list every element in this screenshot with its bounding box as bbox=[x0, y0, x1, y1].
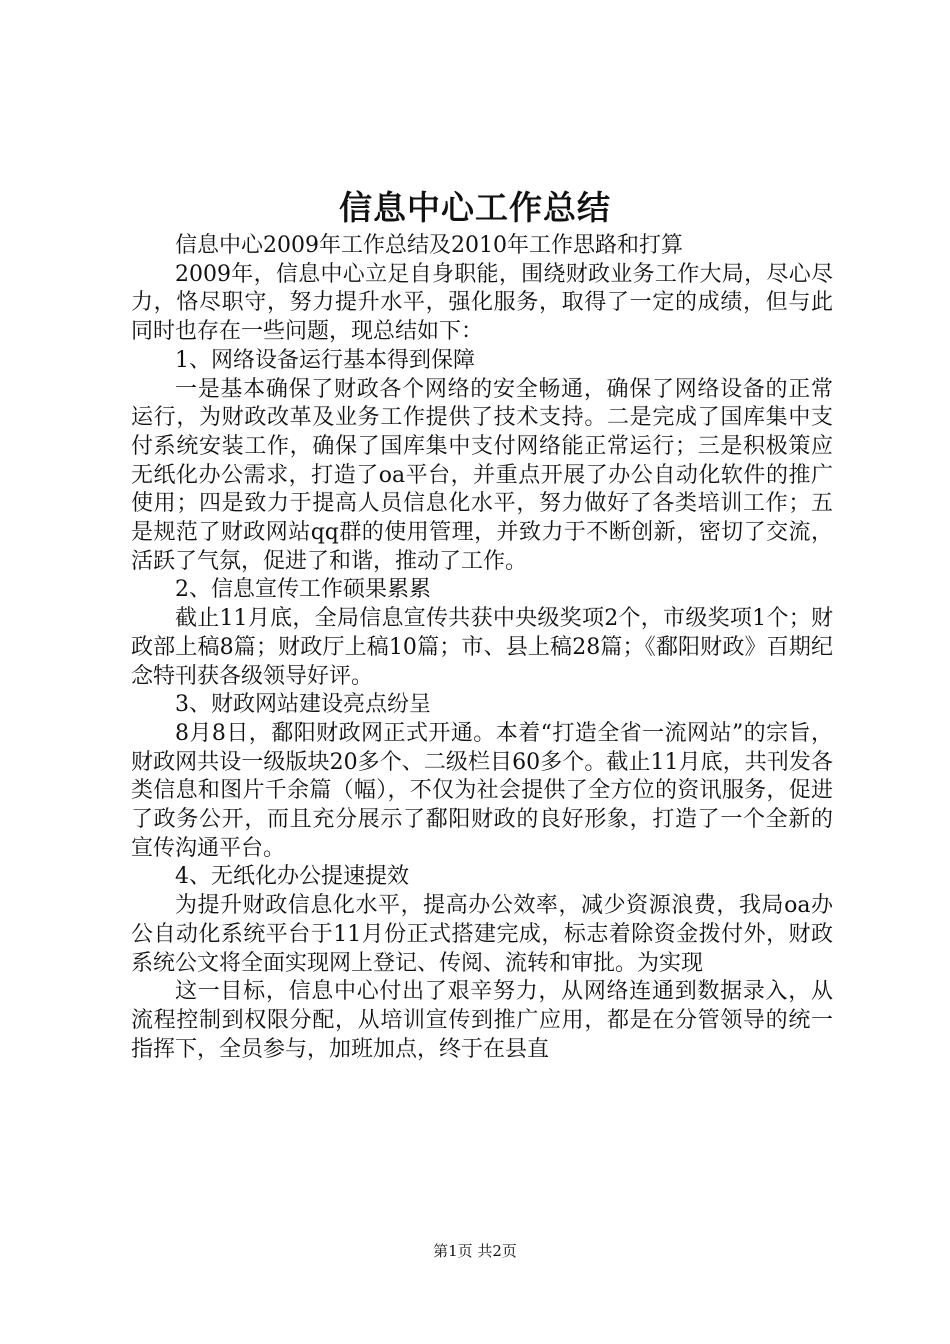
document-body bbox=[131, 232, 833, 1064]
section-heading-1: 1、网络设备运行基本得到保障 bbox=[175, 347, 475, 373]
page-footer: 第1页 共2页 bbox=[433, 1242, 517, 1260]
section-body-2: 截止11月底，全局信息宣传共获中央级奖项2个，市级奖项1个；财政部上稿8篇；财政厅上稿10篇；市、县上稿28篇；《鄱阳财政》百期纪念特刊获各级领导好评。 bbox=[131, 606, 833, 689]
document-title: 信息中心工作总结 bbox=[339, 188, 611, 227]
section-heading-4: 4、无纸化办公提速提效 bbox=[175, 864, 409, 890]
section-body-4: 为提升财政信息化水平，提高办公效率，减少资源浪费，我局oa办公自动化系统平台于11月份正式搭建完成，标志着除资金拨付外，财政系统公文将全面实现网上登记、传阅、流转和审批。为实现 bbox=[131, 893, 833, 976]
section-heading-3: 3、财政网站建设亮点纷呈 bbox=[175, 692, 431, 718]
subtitle-paragraph: 信息中心2009年工作总结及2010年工作思路和打算 bbox=[175, 233, 683, 258]
section-body-4-continued: 这一目标，信息中心付出了艰辛努力，从网络连通到数据录入，从流程控制到权限分配，从培训宣传到推广应用，都是在分管领导的统一指挥下，全员参与，加班加点，终于在县直 bbox=[131, 979, 833, 1062]
section-heading-2: 2、信息宣传工作硕果累累 bbox=[175, 577, 431, 603]
section-body-1: 一是基本确保了财政各个网络的安全畅通，确保了网络设备的正常运行，为财政改革及业务工作提供了技术支持。二是完成了国库集中支付系统安装工作，确保了国库集中支付网络能正常运行；三是积极策应无纸化办公需求，打造了oa平台，并重点开展了办公自动化软件的推广使用；四是致力于提高人员信息化水平，努力做好了各类培训工作；五是规范了财政网站qq群的使用管理，并致力于不断创新，密切了交流，活跃了气氛，促进了和谐，推动了工作。 bbox=[131, 376, 833, 574]
intro-paragraph: 2009年，信息中心立足自身职能，围绕财政业务工作大局，尽心尽力，恪尽职守，努力提升水平，强化服务，取得了一定的成绩，但与此同时也存在一些问题，现总结如下： bbox=[131, 261, 833, 345]
section-body-3: 8月8日，鄱阳财政网正式开通。本着“打造全省一流网站”的宗旨，财政网共设一级版块20多个、二级栏目60多个。截止11月底，共刊发各类信息和图片千余篇（幅），不仅为社会提供了全方位的资讯服务，促进了政务公开，而且充分展示了鄱阳财政的良好形象，打造了一个全新的宣传沟通平台。 bbox=[131, 720, 833, 861]
